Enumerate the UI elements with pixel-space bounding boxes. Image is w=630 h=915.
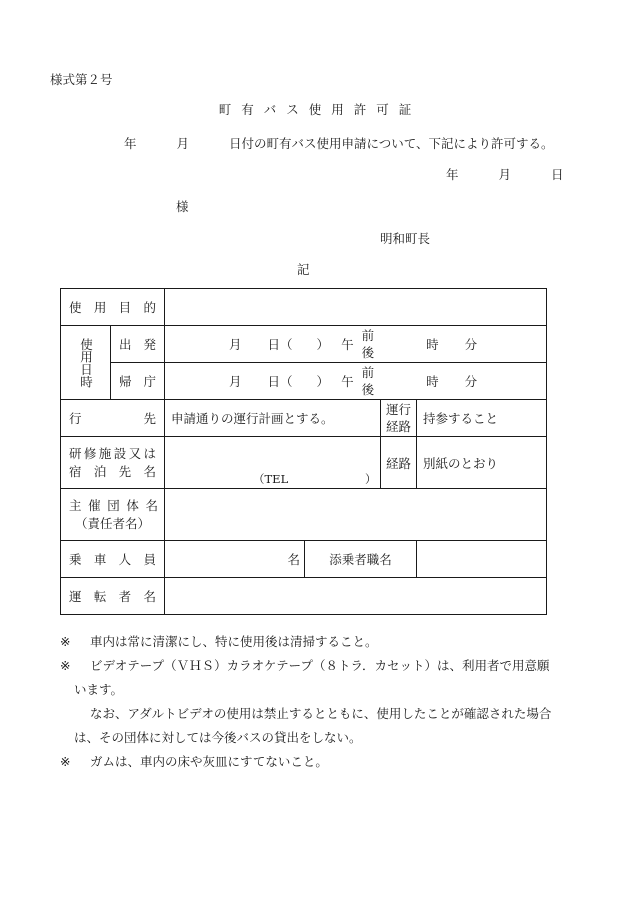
facility-label-line2: 宿泊先名 [69,463,157,479]
note-1 [60,630,560,654]
departure-paren-close: ） [316,337,330,352]
issuer: 明和町長 [380,231,431,246]
return-paren-close: ） [316,374,330,389]
driver-row [61,578,547,615]
destination-label: 行先 [69,411,157,426]
return-hour: 時 [426,374,439,389]
tel-close: ） [365,472,377,486]
date-month: 月 [498,167,512,182]
route-value[interactable]: 持参すること [417,400,547,437]
passengers-row [61,541,547,578]
facility-label-line1: 研修施設又は [69,445,157,461]
return-minute: 分 [464,374,478,389]
departure-day: 日（ [267,337,293,352]
organizer-sub-label: （責任者名） [75,515,151,531]
return-time[interactable] [165,363,547,400]
departure-month: 月 [229,337,242,352]
departure-noon: 午 [341,337,354,352]
grant-year: 年 [124,136,137,151]
tel-open: （TEL [253,472,289,486]
grant-text: 日付の町有バス使用申請について、下記により許可する。 [229,136,554,151]
return-day: 日（ [267,374,293,389]
driver-label: 運転者名 [69,589,157,604]
date-year: 年 [446,167,459,182]
return-label: 帰庁 [119,374,157,389]
return-noon: 午 [341,374,354,389]
date-label: 使用日時 [61,326,111,400]
purpose-value[interactable] [165,289,547,326]
departure-hour: 時 [426,337,439,352]
purpose-row [61,289,547,326]
note-mark: ※ [60,754,71,769]
note-2-line4: は、その団体に対しては今後バスの貸出をしない。 [74,730,362,745]
destination-value[interactable]: 申請通りの運行計画とする。 [165,400,381,437]
route-label-line1: 運行 [386,402,412,417]
route-label-line2: 経路 [386,419,412,434]
notes [60,630,560,774]
facility-value[interactable] [165,437,381,489]
route2-label: 経路 [381,437,417,489]
addressee-suffix: 様 [176,199,189,214]
persons-unit: 名 [287,552,301,567]
issue-date [446,165,564,183]
note-3-text: ガムは、車内の床や灰皿にすてないこと。 [90,754,328,769]
permit-form-table [60,288,547,615]
note-mark: ※ [60,634,71,649]
ki-heading: 記 [297,262,310,277]
organizer-label: 主催団体名 [69,497,159,513]
date-day: 日 [551,167,564,182]
return-am: 前 [361,365,375,380]
departure-pm: 後 [361,345,375,360]
return-month: 月 [229,374,242,389]
return-pm: 後 [361,382,375,397]
note-mark: ※ [60,658,71,673]
departure-minute: 分 [464,337,478,352]
note-2-line1: ビデオテープ（ＶＨＳ）カラオケテープ（８トラ．カセット）は、利用者で用意願 [90,658,550,673]
note-2-line2: います。 [74,682,124,697]
departure-label: 出発 [119,337,157,352]
passengers-label: 乗車人員 [69,552,157,567]
escort-label: 添乗者職名 [305,541,417,578]
document-title: 町有バス使用許可証 [218,102,422,117]
organizer-row [61,489,547,541]
grant-month: 月 [176,136,190,151]
departure-am: 前 [361,328,375,343]
note-2 [60,654,560,750]
destination-row [61,400,547,437]
note-1-text: 車内は常に清潔にし、特に使用後は清掃すること。 [90,634,378,649]
note-3 [60,750,560,774]
departure-row [61,326,547,363]
form-number: 様式第２号 [50,72,113,87]
purpose-label: 使用目的 [69,300,157,315]
facility-row [61,437,547,489]
departure-time[interactable] [165,326,547,363]
passengers-value[interactable] [165,541,305,578]
organizer-value[interactable] [165,489,547,541]
note-2-line3: なお、アダルトビデオの使用は禁止するとともに、使用したことが確認された場合 [90,706,552,721]
grant-statement [124,134,554,152]
return-row [61,363,547,400]
driver-value[interactable] [165,578,547,615]
route2-value[interactable]: 別紙のとおり [417,437,547,489]
tel-field [253,471,377,487]
escort-value[interactable] [417,541,547,578]
